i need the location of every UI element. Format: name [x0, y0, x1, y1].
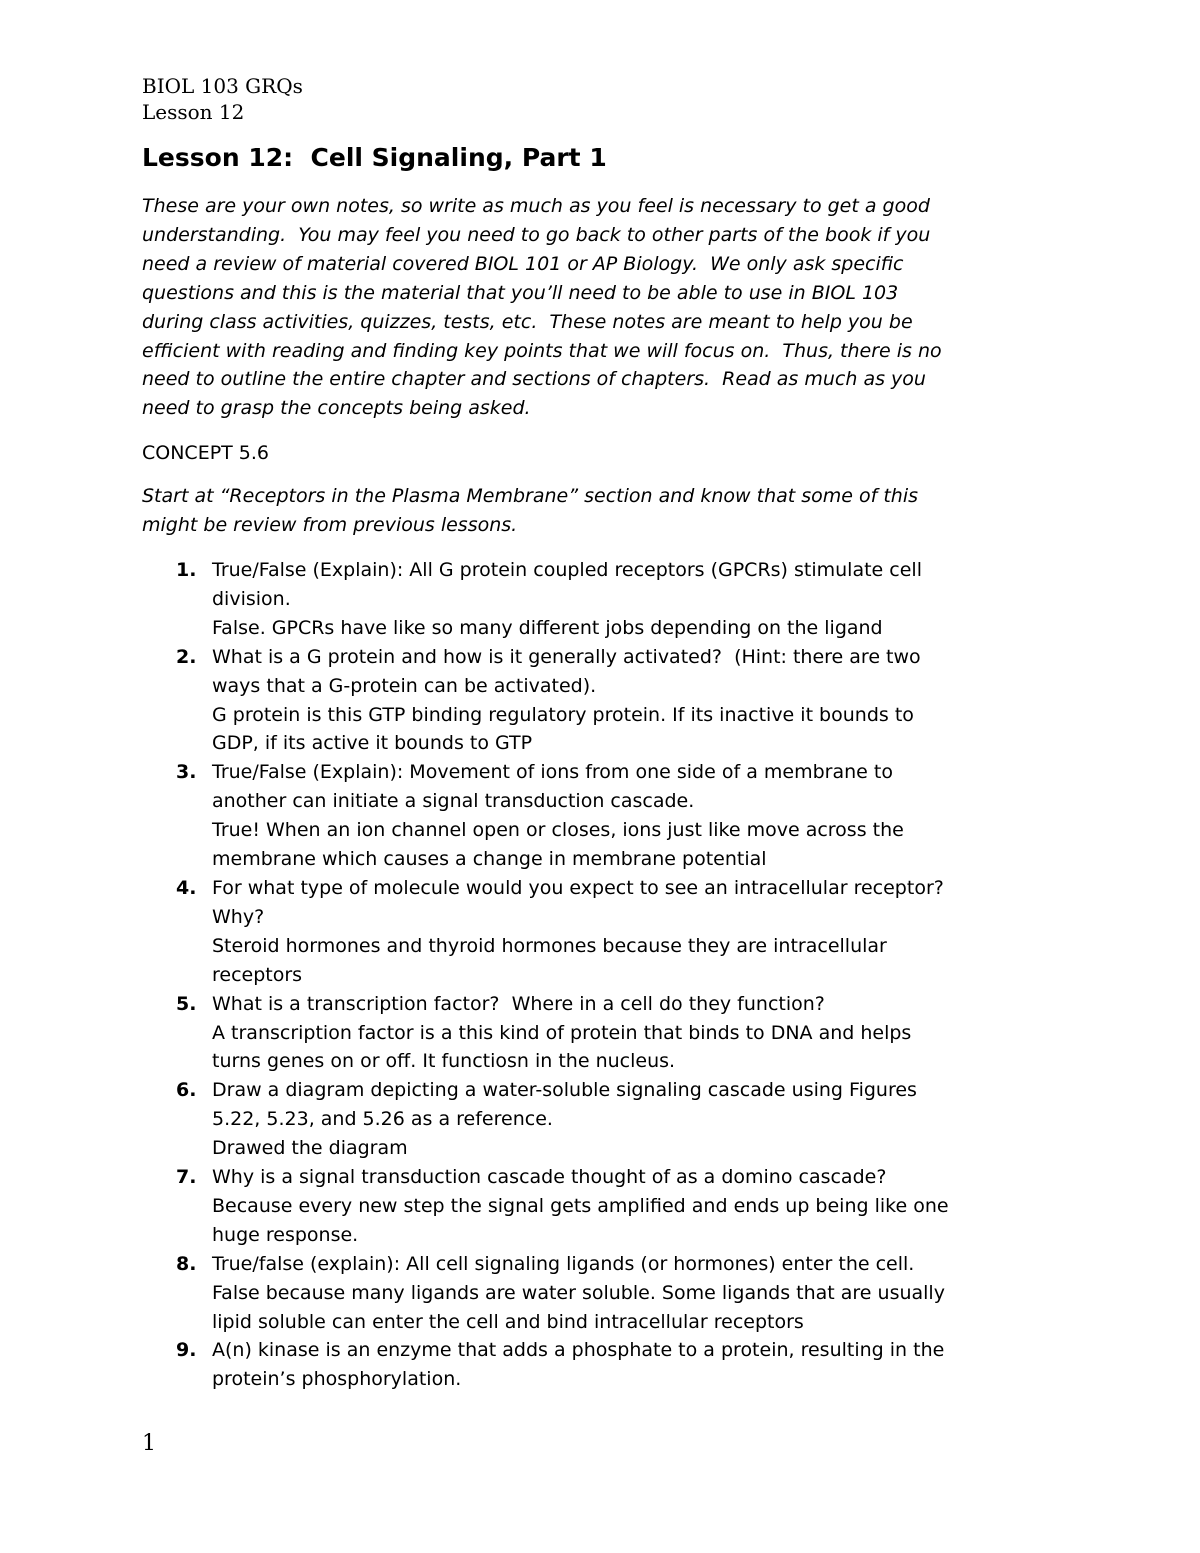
question-line: ways that a G-protein can be activated).: [212, 674, 597, 697]
question-line: False because many ligands are water soluble. Some ligands that are usually: [212, 1281, 945, 1304]
question-number: 2.: [176, 645, 197, 668]
question-list: [142, 556, 1082, 1394]
start-note-line: might be review from previous lessons.: [142, 513, 518, 536]
page-number: 1: [142, 1431, 156, 1456]
intro-line: need a review of material covered BIOL 101 or AP Biology. We only ask specific: [142, 252, 904, 275]
question-item: [142, 1076, 1082, 1163]
intro-line: need to grasp the concepts being asked.: [142, 397, 531, 420]
question-line: Because every new step the signal gets amplified and ends up being like one: [212, 1194, 949, 1217]
question-number: 5.: [176, 992, 197, 1015]
question-line: huge response.: [212, 1223, 359, 1246]
question-line: Drawed the diagram: [212, 1137, 408, 1160]
question-item: [142, 990, 1082, 1077]
question-number: 3.: [176, 761, 197, 784]
intro-line: questions and this is the material that you’ll need to be able to use in BIOL 103: [142, 281, 899, 304]
question-number: 9.: [176, 1339, 197, 1362]
question-line: False. GPCRs have like so many different jobs depending on the ligand: [212, 616, 883, 639]
header-lesson: Lesson 12: [142, 100, 245, 124]
question-line: True/False (Explain): Movement of ions from one side of a membrane to: [212, 761, 893, 784]
question-line: Steroid hormones and thyroid hormones because they are intracellular: [212, 934, 887, 957]
question-line: Why is a signal transduction cascade thought of as a domino cascade?: [212, 1166, 887, 1189]
intro-line: efficient with reading and finding key points that we will focus on. Thus, there is no: [142, 339, 942, 362]
question-line: another can initiate a signal transduction cascade.: [212, 790, 695, 813]
question-number: 1.: [176, 559, 197, 581]
document-title: Lesson 12: Cell Signaling, Part 1: [142, 143, 607, 172]
intro-line: These are your own notes, so write as much as you feel is necessary to get a good: [142, 195, 930, 217]
question-item: [142, 1336, 1082, 1394]
question-line: protein’s phosphorylation.: [212, 1368, 462, 1391]
question-line: What is a G protein and how is it generally activated? (Hint: there are two: [212, 645, 921, 668]
question-item: [142, 556, 1082, 643]
question-line: True/false (explain): All cell signaling ligands (or hormones) enter the cell.: [212, 1252, 915, 1275]
question-line: Why?: [212, 905, 265, 928]
question-number: 4.: [176, 876, 197, 899]
question-line: A transcription factor is a this kind of protein that binds to DNA and helps: [212, 1021, 912, 1044]
question-line: G protein is this GTP binding regulatory protein. If its inactive it bounds to: [212, 703, 914, 726]
intro-line: understanding. You may feel you need to go back to other parts of the book if you: [142, 223, 931, 246]
question-line: division.: [212, 587, 291, 610]
question-line: Draw a diagram depicting a water-soluble signaling cascade using Figures: [212, 1079, 917, 1102]
start-note: [142, 482, 918, 540]
question-line: GDP, if its active it bounds to GTP: [212, 732, 533, 755]
question-line: 5.22, 5.23, and 5.26 as a reference.: [212, 1108, 553, 1131]
question-number: 8.: [176, 1252, 197, 1275]
question-item: [142, 874, 1082, 990]
question-line: turns genes on or off. It functiosn in the nucleus.: [212, 1050, 676, 1073]
question-item: [142, 1250, 1082, 1337]
question-number: 6.: [176, 1079, 197, 1102]
intro-paragraph: [142, 192, 1072, 423]
question-line: For what type of molecule would you expect to see an intracellular receptor?: [212, 876, 944, 899]
intro-line: during class activities, quizzes, tests, etc. These notes are meant to help you be: [142, 310, 913, 333]
concept-heading: CONCEPT 5.6: [142, 442, 270, 464]
question-line: True/False (Explain): All G protein coupled receptors (GPCRs) stimulate cell: [212, 559, 922, 581]
question-item: [142, 758, 1082, 874]
question-line: membrane which causes a change in membrane potential: [212, 848, 767, 871]
question-item: [142, 1163, 1082, 1250]
question-line: A(n) kinase is an enzyme that adds a phosphate to a protein, resulting in the: [212, 1339, 945, 1362]
question-line: receptors: [212, 963, 303, 986]
start-note-line: Start at “Receptors in the Plasma Membrane” section and know that some of this: [142, 485, 919, 507]
question-line: What is a transcription factor? Where in a cell do they function?: [212, 992, 825, 1015]
question-number: 7.: [176, 1166, 197, 1189]
header-course: BIOL 103 GRQs: [142, 74, 303, 98]
question-line: True! When an ion channel open or closes, ions just like move across the: [212, 819, 904, 842]
intro-line: need to outline the entire chapter and sections of chapters. Read as much as you: [142, 368, 926, 391]
question-line: lipid soluble can enter the cell and bind intracellular receptors: [212, 1310, 804, 1333]
question-item: [142, 643, 1082, 759]
